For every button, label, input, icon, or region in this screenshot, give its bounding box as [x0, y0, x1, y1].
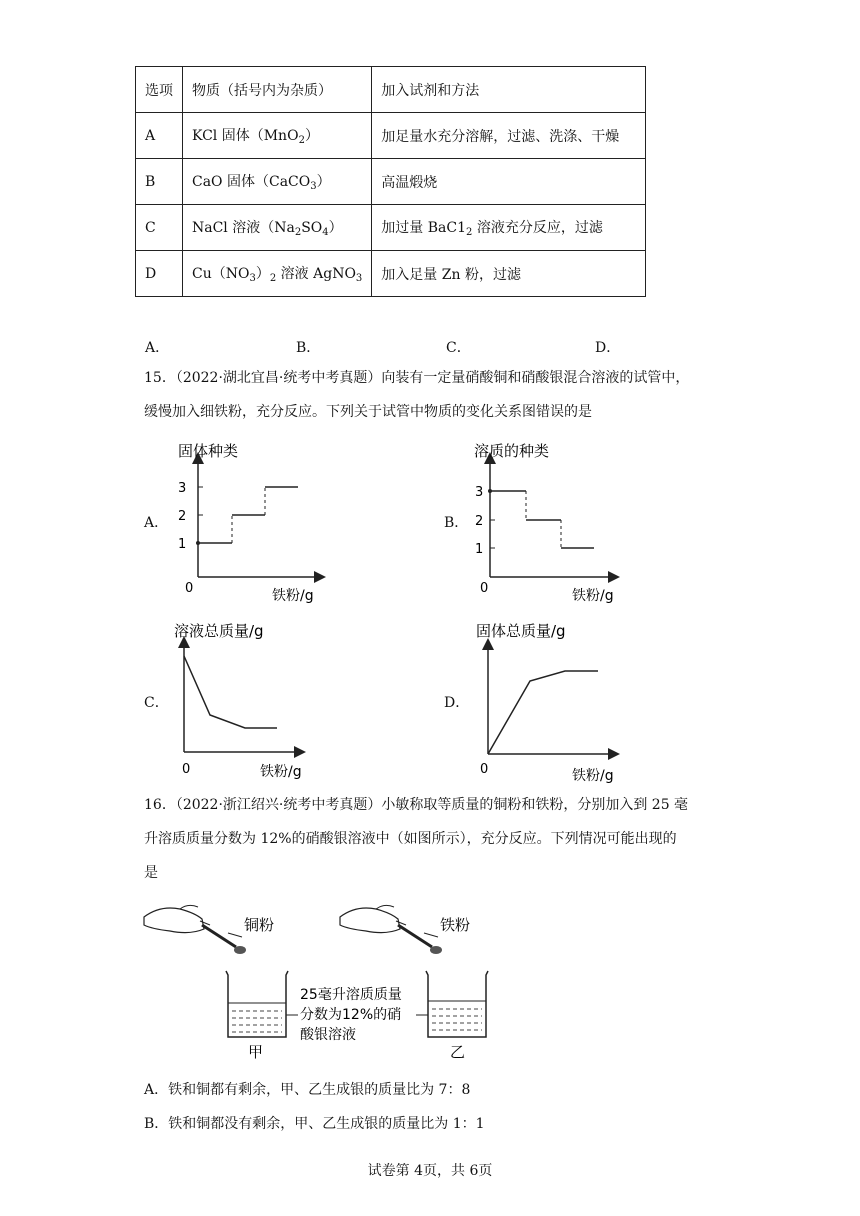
- q16-stem: [144, 788, 724, 890]
- y-axis-label: 溶液总质量/g: [174, 622, 264, 640]
- graph-c: [170, 616, 340, 786]
- y-axis-label: 固体种类: [178, 442, 239, 460]
- table-row: [136, 251, 646, 297]
- table-cell-substance: $Cu(NO_3)_2$ 溶液 AgNO$_3$: [183, 251, 372, 297]
- table-cell-substance: KCl 固体（MnO$_2$）: [183, 113, 372, 159]
- graph-b: [468, 436, 638, 606]
- y-axis-label: 溶质的种类: [474, 442, 550, 460]
- x-axis-label: 铁粉/g: [260, 764, 302, 780]
- tick-label: 2: [178, 509, 187, 524]
- table-header-cell: 选项: [136, 67, 183, 113]
- x-axis-label: 铁粉/g: [272, 588, 314, 604]
- q14-option-d[interactable]: D．: [595, 340, 621, 356]
- table-cell-option: B: [136, 159, 183, 205]
- beaker-label-right: 乙: [450, 1043, 466, 1061]
- spoon-bowl-icon: [234, 946, 246, 954]
- q16-option-a[interactable]: A．铁和铜都有剩余，甲、乙生成银的质量比为 7：8: [144, 1082, 471, 1098]
- q15-option-a-label[interactable]: A．: [144, 515, 169, 531]
- spoon-bowl-icon: [430, 946, 442, 954]
- table-cell-substance: NaCl 溶液$(Na_2SO_4)$: [183, 205, 372, 251]
- solution-label-line2: 分数为12%的硝: [300, 1007, 402, 1023]
- table-cell-option: A: [136, 113, 183, 159]
- q15-stem-line: 缓慢加入细铁粉，充分反应。下列关于试管中物质的变化关系图错误的是: [144, 404, 592, 420]
- origin-label: 0: [480, 581, 489, 596]
- q15-option-c-label[interactable]: C．: [144, 695, 169, 711]
- powder-label-left: 铜粉: [244, 916, 275, 934]
- tick-label: 3: [178, 481, 187, 496]
- table-cell-method: 加过量 $BaC1_2$ 溶液充分反应，过滤: [372, 205, 646, 251]
- spoon-icon: [398, 925, 432, 947]
- q15-option-d-label[interactable]: D．: [444, 695, 470, 711]
- origin-label: 0: [480, 762, 489, 777]
- table-cell-substance: CaO 固体（CaCO$_3$）: [183, 159, 372, 205]
- q16-option-b[interactable]: B．铁和铜都没有剩余，甲、乙生成银的质量比为 1：1: [144, 1116, 485, 1132]
- q16-stem-line: 升溶质质量分数为 12%的硝酸银溶液中（如图所示），充分反应。下列情况可能出现的: [144, 831, 677, 847]
- origin-label: 0: [185, 581, 194, 596]
- table-cell-method: 高温煅烧: [372, 159, 646, 205]
- reagent-table: [135, 66, 646, 297]
- q15-stem-line: 15．（2022·湖北宜昌·统考中考真题）向装有一定量硝酸铜和硝酸银混合溶液的试管中，: [144, 370, 690, 386]
- q14-option-b[interactable]: B．: [296, 340, 321, 356]
- hand-icon: [144, 905, 210, 932]
- data-line: [488, 671, 598, 754]
- table-row: [136, 113, 646, 159]
- table-cell-method: 加入足量 Zn 粉，过滤: [372, 251, 646, 297]
- q14-option-a[interactable]: A．: [145, 340, 170, 356]
- y-axis-label: 固体总质量/g: [476, 622, 566, 640]
- tick-label: 1: [475, 542, 484, 557]
- table-header-row: [136, 67, 646, 113]
- spoon-icon: [202, 925, 236, 947]
- hand-icon: [340, 905, 406, 932]
- table-header-cell: 物质（括号内为杂质）: [183, 67, 372, 113]
- q15-option-b-label[interactable]: B．: [444, 515, 469, 531]
- tick-label: 3: [475, 485, 484, 500]
- data-line: [184, 656, 277, 728]
- tick-label: 2: [475, 514, 484, 529]
- q15-stem: [144, 361, 724, 429]
- tick-label: 1: [178, 537, 187, 552]
- beaker-right: [426, 971, 488, 1037]
- beaker-left: [226, 971, 288, 1037]
- q16-stem-line: 是: [144, 865, 158, 881]
- table-header-cell: 加入试剂和方法: [372, 67, 646, 113]
- solution-label-line1: 25毫升溶质质量: [300, 987, 402, 1003]
- origin-label: 0: [182, 762, 191, 777]
- powder-label-right: 铁粉: [440, 916, 471, 934]
- solution-label-line3: 酸银溶液: [300, 1027, 356, 1043]
- graph-d: [468, 616, 638, 786]
- graph-a: [170, 436, 340, 606]
- x-axis-label: 铁粉/g: [572, 768, 614, 784]
- q14-option-c[interactable]: C．: [446, 340, 471, 356]
- table-row: [136, 205, 646, 251]
- x-axis-label: 铁粉/g: [572, 588, 614, 604]
- beaker-figure: [140, 895, 520, 1065]
- table-cell-option: C: [136, 205, 183, 251]
- page-footer: 试卷第 4页，共 6页: [367, 1163, 493, 1179]
- beaker-label-left: 甲: [248, 1043, 264, 1061]
- q16-stem-line: 16．（2022·浙江绍兴·统考中考真题）小敏称取等质量的铜粉和铁粉，分别加入到 25 毫: [144, 797, 689, 813]
- table-row: [136, 159, 646, 205]
- table-cell-option: D: [136, 251, 183, 297]
- table-cell-method: 加足量水充分溶解，过滤、洗涤、干燥: [372, 113, 646, 159]
